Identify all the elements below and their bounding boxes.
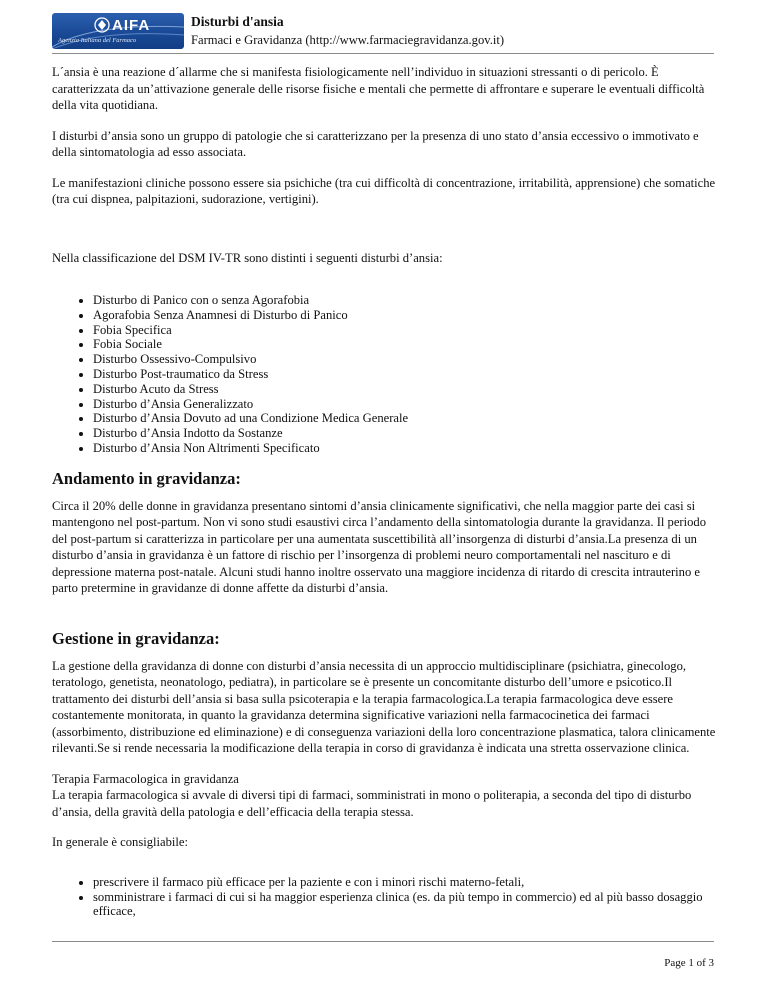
list-item: • Disturbo d’Ansia Dovuto ad una Condizione Medica Generale <box>93 411 720 426</box>
page-footer <box>52 941 714 969</box>
list-item: • Disturbo Ossessivo-Compulsivo <box>93 352 720 367</box>
aifa-logo <box>52 13 184 49</box>
document-source: Farmaci e Gravidanza (http://www.farmaciegravidanza.gov.it) <box>191 33 505 47</box>
list-item: • Disturbo Acuto da Stress <box>93 382 720 397</box>
intro-paragraph-2: I disturbi d’ansia sono un gruppo di patologie che si caratterizzano per la presenza di uno stato d’ansia eccessivo o immotivato e della sintomatologia ad esso associata. <box>52 128 699 159</box>
section-heading-andamento: Andamento in gravidanza: <box>52 468 241 488</box>
section-heading-gestione: Gestione in gravidanza: <box>52 628 220 648</box>
logo-subtitle: Agenzia Italiana del Farmaco <box>58 37 137 44</box>
list-item: • prescrivere il farmaco più efficace per la paziente e con i minori rischi materno-fetali, <box>93 875 720 890</box>
therapy-title: Terapia Farmacologica in gravidanza <box>52 771 239 786</box>
list-item: • Fobia Sociale <box>93 337 720 352</box>
intro-paragraph-1: L´ansia è una reazione d´allarme che si manifesta fisiologicamente nell’individuo in situazioni stressanti o di pericolo. È caratterizzata da un’attivazione generale delle risorse fisiche e mentali che permette di affrontare e superare le eventuali difficoltà della vita quotidiana. <box>52 65 705 112</box>
document-title: Disturbi d'ansia <box>191 14 284 29</box>
list-item: • Agorafobia Senza Anamnesi di Disturbo di Panico <box>93 308 720 323</box>
document-body <box>52 64 720 919</box>
intro-paragraph-3: Le manifestazioni cliniche possono essere sia psichiche (tra cui difficoltà di concentrazione, irritabilità, apprensione) che somatiche (tra cui dispnea, palpitazioni, sudorazione, vertigini). <box>52 175 716 206</box>
list-item: • Disturbo d’Ansia Indotto da Sostanze <box>93 426 720 441</box>
andamento-paragraph: Circa il 20% delle donne in gravidanza presentano sintomi d’ansia clinicamente significativi, che nella maggior parte dei casi si mantengono nel post-partum. Non vi sono studi esaustivi circa l’andamento della sintomatologia durante la gravidanza. Il periodo del post-partum si caratterizza in particolare per una aumentata suscettibilità all’insorgenza di disturbi d’ansia.La presenza di un disturbo d’ansia in gravidanza è un fattore di rischio per l’insorgenza di problemi neuro comportamentali nel nascituro e di depressione materna post-natale. Alcuni studi hanno inoltre osservato una maggiore incidenza di ritardo di crescita intrauterino e parto pretermine in gravidanze di donne affette da disturbi d’ansia. <box>52 498 707 596</box>
list-item: • Fobia Specifica <box>93 323 720 338</box>
list-item: • somministrare i farmaci di cui si ha maggior esperienza clinica (es. da più tempo in commercio) ed al più basso dosaggio efficace, <box>93 890 720 920</box>
page-number: Page 1 of 3 <box>664 957 714 969</box>
advice-list <box>52 875 720 919</box>
list-item: • Disturbo di Panico con o senza Agorafobia <box>93 293 720 308</box>
therapy-paragraph: La terapia farmacologica si avvale di diversi tipi di farmaci, somministrati in mono o politerapia, a seconda del tipo di disturbo d’ansia, della gravità della patologia e dell’efficacia della terapia stessa. <box>52 788 692 819</box>
logo-text: AIFA <box>112 17 151 34</box>
classification-intro: Nella classificazione del DSM IV-TR sono distinti i seguenti disturbi d’ansia: <box>52 250 443 265</box>
advice-intro: In generale è consigliabile: <box>52 835 189 850</box>
list-item: • Disturbo d’Ansia Generalizzato <box>93 397 720 412</box>
therapy-block <box>52 771 720 821</box>
list-item: • Disturbo Post-traumatico da Stress <box>93 367 720 382</box>
list-item: • Disturbo d’Ansia Non Altrimenti Specificato <box>93 441 720 456</box>
disorders-list <box>52 293 720 456</box>
page-header <box>52 13 714 54</box>
gestione-paragraph: La gestione della gravidanza di donne con disturbi d’ansia necessita di un approccio multidisciplinare (psichiatra, ginecologo, teratologo, genetista, neonatologo, pediatra), in particolare se è presente un concomitante disturbo dell’umore e psicotico.Il trattamento dei disturbi dell’ansia si basa sulla psicoterapia e la terapia farmacologica.La terapia farmacologica deve essere costantemente monitorata, in quanto la gravidanza determina significative variazioni nella farmacocinetica dei farmaci (assorbimento, distribuzione ed eliminazione) e di conseguenza variazioni della loro concentrazione plasmatica, talora clinicamente rilevanti.Se si rende necessaria la modificazione della terapia in corso di gravidanza è indicata una stretta osservazione clinica. <box>52 658 716 756</box>
